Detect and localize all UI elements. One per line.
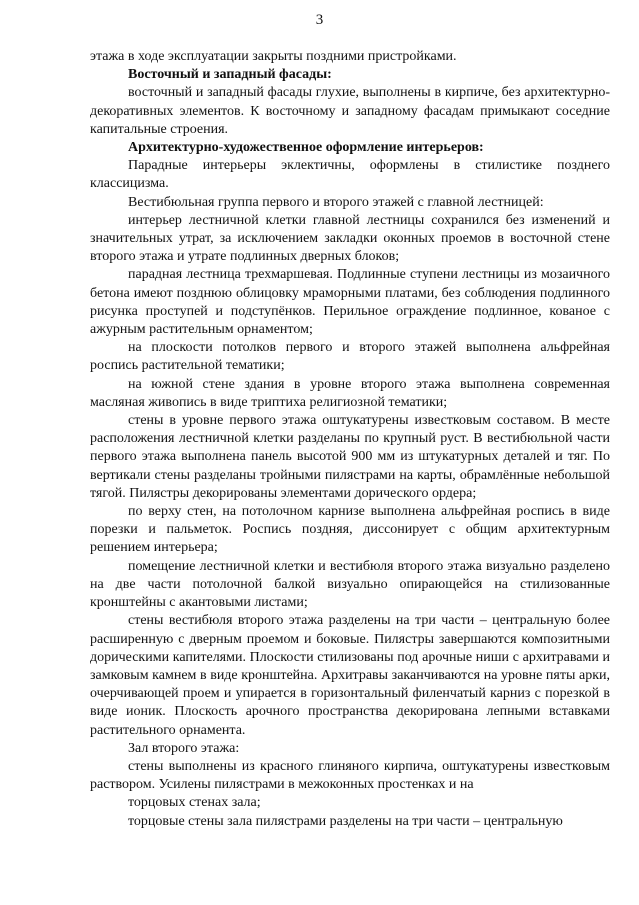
paragraph: стены в уровне первого этажа оштукатурены известковым составом. В месте расположения лестничной клетки разделаны по крупный руст. В вестибюльной части первого этажа выполнена панель высотой 900 мм из штукатурных деталей и тяг. По вертикали стены разделаны тройными пилястрами на карты, обрамлённые небольшой тягой. Пилястры декорированы элементами дорического ордера; bbox=[90, 413, 610, 501]
paragraph: этажа в ходе эксплуатации закрыты поздними пристройками. bbox=[90, 49, 457, 64]
paragraph: на южной стене здания в уровне второго этажа выполнена современная масляная живопись в виде триптиха религиозной тематики; bbox=[90, 376, 610, 410]
paragraph: помещение лестничной клетки и вестибюля второго этажа визуально разделено на две части потолочной балкой визуально опирающейся на стилизованные кронштейны с акантовыми листами; bbox=[90, 558, 610, 611]
paragraph: стены вестибюля второго этажа разделены на три части – центральную более расширенную с дверным проемом и боковые. Пилястры завершаются композитными дорическими капителями. Плоскости стилизованы под арочные ниши с архитравами и замковым камнем в виде кронштейна. Архитравы заканчиваются на уровне пяты арки, очерчивающей проем и упирается в горизонтальный филенчатый карниз с порезкой в виде ионик. Плоскость арочного пространства декорирована лепными вставками растительного орнамента. bbox=[90, 613, 610, 738]
document-body bbox=[90, 48, 610, 831]
paragraph: стены выполнены из красного глиняного кирпича, оштукатурены известковым раствором. Усилены пилястрами в межоконных простенках и на bbox=[90, 758, 610, 793]
paragraph: интерьер лестничной клетки главной лестницы сохранился без изменений и значительных утрат, за исключением закладки оконных проемов в восточной стене второго этажа и утрате подлинных дверных блоков; bbox=[90, 212, 610, 265]
paragraph: восточный и западный фасады глухие, выполнены в кирпиче, без архитектурно-декоративных элементов. К восточному и западному фасадам примыкают соседние капитальные строения. bbox=[90, 85, 610, 137]
paragraph: парадная лестница трехмаршевая. Подлинные ступени лестницы из мозаичного бетона имеют позднюю облицовку мраморными платами, без соблюдения подлинного рисунка проступей и подступёнков. Перильное ограждение подлинное, кованое с ажурным растительным орнаментом; bbox=[90, 267, 610, 338]
paragraph: Парадные интерьеры эклектичны, оформлены в стилистике позднего классицизма. bbox=[90, 158, 610, 192]
section-heading: Архитектурно-художественное оформление интерьеров: bbox=[128, 140, 484, 156]
page-number: 3 bbox=[315, 12, 324, 28]
paragraph: торцовых стенах зала; bbox=[128, 795, 261, 811]
paragraph: Вестибюльная группа первого и второго этажей с главной лестницей: bbox=[128, 194, 544, 210]
paragraph: по верху стен, на потолочном карнизе выполнена альфрейная роспись в виде порезки и пальметок. Роспись поздняя, диссонирует с общим архитектурным решением интерьера; bbox=[90, 504, 610, 556]
paragraph: Зал второго этажа: bbox=[128, 740, 240, 756]
section-heading: Восточный и западный фасады: bbox=[128, 67, 332, 83]
paragraph: на плоскости потолков первого и второго этажей выполнена альфрейная роспись растительной тематики; bbox=[90, 340, 610, 374]
paragraph: торцовые стены зала пилястрами разделены на три части – центральную bbox=[128, 813, 563, 829]
